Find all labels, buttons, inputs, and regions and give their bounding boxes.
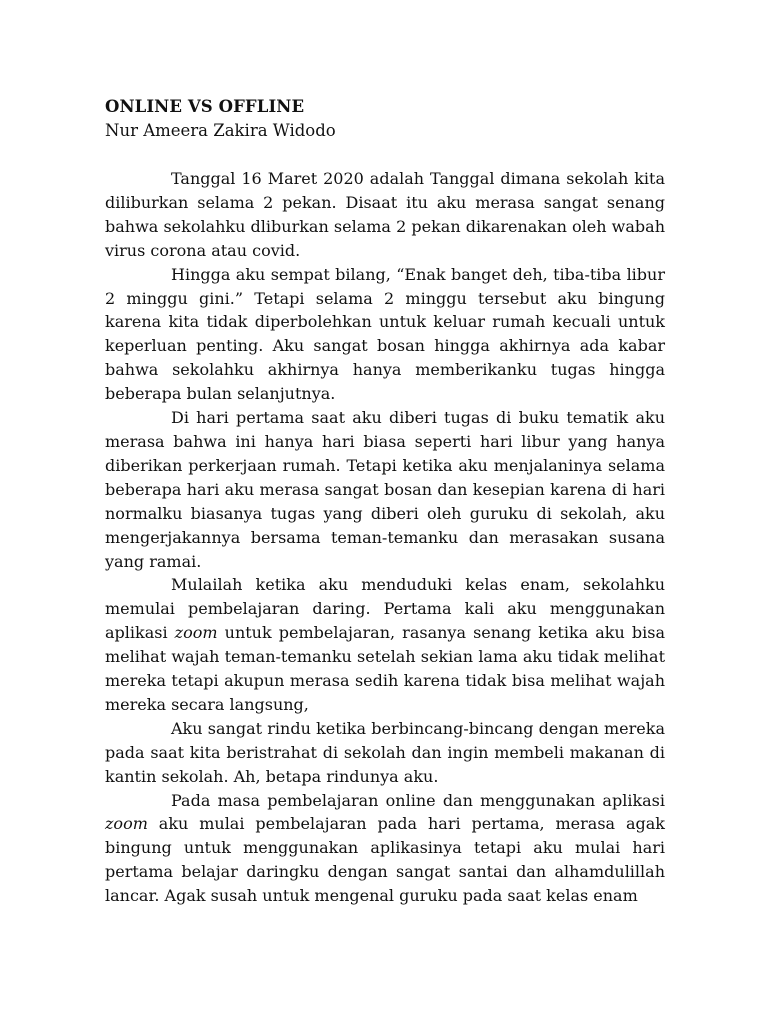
paragraph-4-text-start: Mulailah ketika aku menduduki kelas enam, sekolahku memulai pembelajaran daring. Pertama kali aku menggunakan aplikasi (105, 575, 665, 643)
paragraph-6-text-end: aku mulai pembelajaran pada hari pertama, merasa agak bingung untuk menggunakan aplikasinya tetapi aku mulai hari pertama belajar daringku dengan sangat santai dan alhamdulillah lancar. Agak susah untuk mengenal guruku pada saat kelas enam (105, 814, 665, 906)
paragraph-6 (105, 789, 665, 909)
paragraph-6-italic-term: zoom (105, 814, 148, 834)
paragraph-4-italic-term: zoom (174, 623, 218, 643)
paragraph-4-text-end: untuk pembelajaran, rasanya senang ketika aku bisa melihat wajah teman-temanku setelah sekian lama aku tidak melihat mereka tetapi akupun merasa sedih karena tidak bisa melihat wajah mereka secara langsung, (105, 623, 665, 714)
paragraph-5: Aku sangat rindu ketika berbincang-bincang dengan mereka pada saat kita beristrahat di sekolah dan ingin membeli makanan di kantin sekolah. Ah, betapa rindunya aku. (105, 718, 665, 786)
paragraph-6-text-start: Pada masa pembelajaran online dan menggunakan aplikasi (171, 790, 665, 810)
document-body (105, 95, 665, 908)
paragraph-3: Di hari pertama saat aku diberi tugas di buku tematik aku merasa bahwa ini hanya hari biasa seperti hari libur yang hanya diberikan perkerjaan rumah. Tetapi ketika aku menjalaninya selama beberapa hari aku merasa sangat bosan dan kesepian karena di hari normalku biasanya tugas yang diberi oleh guruku di sekolah, aku mengerjakannya bersama teman-temanku dan merasakan susana yang ramai. (105, 408, 665, 571)
paragraph-4 (105, 573, 665, 716)
paragraph-1: Tanggal 16 Maret 2020 adalah Tanggal dimana sekolah kita diliburkan selama 2 pekan. Disaat itu aku merasa sangat senang bahwa sekolahku dliburkan selama 2 pekan dikarenakan oleh wabah virus corona atau covid. (105, 169, 665, 260)
document-author: Nur Ameera Zakira Widodo (105, 121, 336, 140)
paragraph-2: Hingga aku sempat bilang, “Enak banget deh, tiba-tiba libur 2 minggu gini.” Tetapi selama 2 minggu tersebut aku bingung karena kita tidak diperbolehkan untuk keluar rumah kecuali untuk keperluan penting. Aku sangat bosan hingga akhirnya ada kabar bahwa sekolahku akhirnya hanya memberikanku tugas hingga beberapa bulan selanjutnya. (105, 264, 665, 404)
document-title: ONLINE VS OFFLINE (105, 97, 305, 116)
